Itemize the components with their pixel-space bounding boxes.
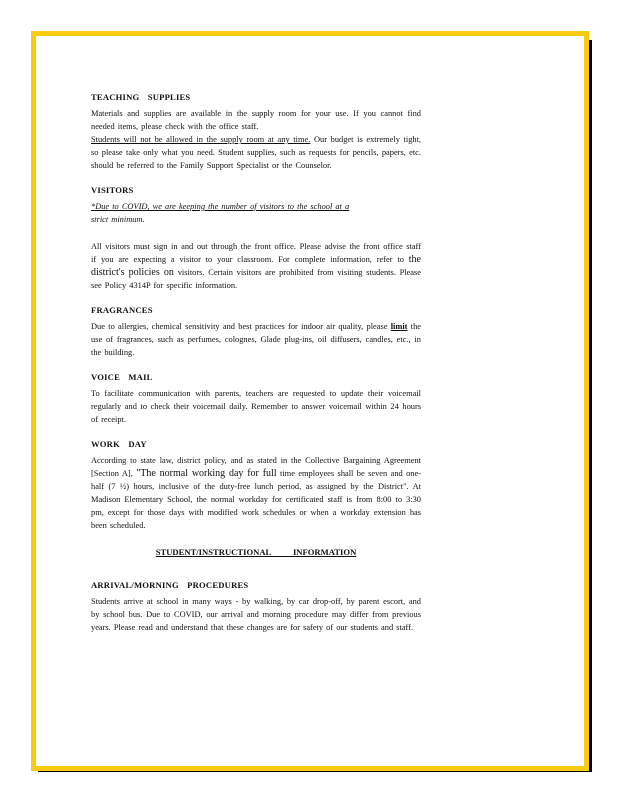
working-day-quote: "The normal working day for full bbox=[136, 468, 277, 479]
paragraph-visitors: All visitors must sign in and out through the front office. Please advise the front office staff if you are expecting a visitor to your classroom. For complete information, refer to the district's policies on visitors. Certain visitors are prohibited from visiting students. Please see Policy 4314P for specific information. bbox=[91, 242, 421, 290]
covid-visitor-note: *Due to COVID, we are keeping the number of visitors to the school at a bbox=[91, 202, 350, 211]
district-policy-emphasis: the district's policies on bbox=[91, 254, 421, 278]
paragraph-teaching-supplies-2 bbox=[91, 133, 421, 172]
paragraph-voice-mail: To facilitate communication with parents, teachers are requested to update their voicemail regularly and to check their voicemail daily. Remember to answer voicemail within 24 hours of receipt. bbox=[91, 389, 421, 424]
covid-visitor-note-end: strict minimum. bbox=[91, 215, 145, 224]
supply-room-rule: Students will not be allowed in the supply room at any time. bbox=[91, 135, 311, 144]
heading-work-day: WORK DAY bbox=[91, 439, 147, 449]
section-teaching-supplies bbox=[91, 91, 421, 172]
section-fragrances bbox=[91, 304, 421, 359]
document-content bbox=[91, 91, 421, 646]
heading-visitors: VISITORS bbox=[91, 185, 134, 195]
paragraph-arrival: Students arrive at school in many ways - by walking, by car drop-off, by parent escort, and by school bus. Due to COVID, our arrival and morning procedure may differ from previous years. Please read and understand that these changes are for safety of our students and staff. bbox=[91, 597, 421, 632]
paragraph-teaching-supplies-1: Materials and supplies are available in the supply room for your use. If you cannot find needed items, please check with the office staff. bbox=[91, 109, 421, 131]
supply-room-rest: Our budget is extremely tight, so please take only what you need. Student supplies, such as requests for pencils, papers, etc. should be referred to the Family Support Specialist or the Counselor. bbox=[91, 135, 422, 170]
paragraph-fragrances: Due to allergies, chemical sensitivity and best practices for indoor air quality, please limit the use of fragrances, such as perfumes, colognes, Glade plug-ins, oil diffusers, candles, etc., in the building. bbox=[91, 322, 421, 357]
paragraph-work-day: According to state law, district policy, and as stated in the Collective Bargaining Agreement [Section A], "The normal working day for full time employees shall be seven and one-half (7 ½) hours, inclusive of the duty-free lunch period, as assigned by the District". At Madison Elementary School, the normal workday for certificated staff is from 8:00 to 3:30 pm, except for those days with modified work schedules or when a workday extension has been scheduled. bbox=[91, 456, 421, 530]
section-arrival bbox=[91, 579, 421, 634]
heading-arrival: ARRIVAL/MORNING PROCEDURES bbox=[91, 580, 249, 590]
limit-emphasis: limit bbox=[390, 322, 408, 331]
heading-teaching-supplies: TEACHING SUPPLIES bbox=[91, 92, 191, 102]
section-voice-mail bbox=[91, 371, 421, 426]
document-page bbox=[31, 31, 589, 771]
heading-student-instructional-information: STUDENT/INSTRUCTIONAL INFORMATION bbox=[155, 547, 357, 557]
heading-voice-mail: VOICE MAIL bbox=[91, 372, 153, 382]
section-visitors bbox=[91, 184, 421, 292]
section-work-day bbox=[91, 438, 421, 532]
heading-fragrances: FRAGRANCES bbox=[91, 305, 153, 315]
